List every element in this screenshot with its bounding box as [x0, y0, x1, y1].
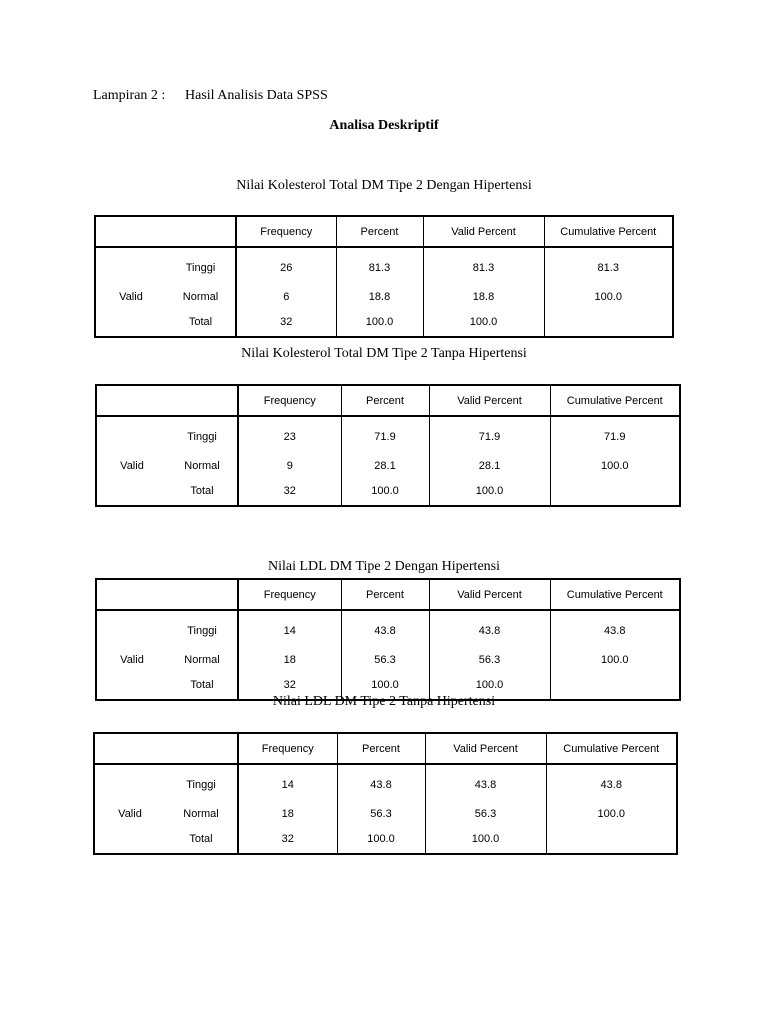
table-row [96, 416, 680, 453]
cell-cumulative-percent: 100.0 [600, 653, 629, 666]
column-header: Valid Percent [429, 385, 550, 416]
cell-frequency: 26 [236, 247, 336, 284]
table-header-row [96, 385, 680, 416]
cell-percent: 56.3 [337, 801, 425, 826]
column-header: Frequency [238, 385, 341, 416]
table-row [94, 826, 677, 854]
appendix-text: Hasil Analisis Data SPSS [185, 88, 328, 103]
row-label: Normal [166, 284, 236, 309]
frequency-table [93, 732, 678, 855]
table-title: Nilai Kolesterol Total DM Tipe 2 Dengan Hipertensi [236, 178, 532, 193]
valid-label: Valid [120, 459, 144, 472]
valid-label: Valid [118, 807, 142, 820]
column-header: Valid Percent [423, 216, 544, 247]
table-row [96, 610, 680, 647]
row-label: Tinggi [166, 247, 236, 284]
cell-valid-percent: 71.9 [429, 416, 550, 453]
cell-percent: 100.0 [336, 309, 423, 337]
cell-percent: 18.8 [336, 284, 423, 309]
table-row [95, 284, 673, 309]
table-header-row [96, 579, 680, 610]
cell-frequency: 6 [236, 284, 336, 309]
cell-percent: 100.0 [341, 672, 429, 700]
table-row [94, 764, 677, 801]
empty-cell [94, 826, 165, 854]
column-header: Cumulative Percent [544, 216, 673, 247]
header-empty-cell [166, 216, 236, 247]
cell-cumulative-percent: 43.8 [600, 779, 622, 791]
valid-label: Valid [119, 290, 143, 303]
cell-percent: 43.8 [337, 764, 425, 801]
cell-frequency: 14 [238, 764, 337, 801]
header-empty-cell [167, 385, 238, 416]
cell-frequency: 18 [238, 801, 337, 826]
table-title: Nilai LDL DM Tipe 2 Dengan Hipertensi [267, 559, 500, 574]
cell-frequency: 32 [238, 672, 341, 700]
cell-percent: 71.9 [341, 416, 429, 453]
empty-cell [94, 764, 165, 801]
column-header: Valid Percent [425, 733, 546, 764]
cell-valid-percent: 43.8 [429, 610, 550, 647]
empty-cell [96, 416, 167, 453]
column-header: Frequency [238, 579, 341, 610]
cell-valid-percent: 100.0 [425, 826, 546, 854]
column-header: Percent [341, 579, 429, 610]
header-empty-cell [96, 579, 167, 610]
empty-cell [96, 478, 167, 506]
cell-percent: 56.3 [341, 647, 429, 672]
table-header-row [95, 216, 673, 247]
table-row [96, 478, 680, 506]
row-label: Normal [165, 801, 238, 826]
cell-cumulative-percent: 43.8 [604, 625, 626, 637]
row-label: Total [165, 826, 238, 854]
frequency-table [94, 215, 674, 338]
cell-cumulative-percent: 100.0 [600, 459, 629, 472]
column-header: Percent [341, 385, 429, 416]
column-header: Cumulative Percent [546, 733, 677, 764]
empty-cell [95, 309, 166, 337]
cell-cumulative-percent: 100.0 [594, 290, 623, 303]
cell-frequency: 14 [238, 610, 341, 647]
cell-cumulative-percent [544, 309, 673, 337]
row-label: Tinggi [167, 416, 238, 453]
row-label: Total [167, 672, 238, 700]
cell-cumulative-percent [550, 478, 680, 506]
document-header [93, 88, 328, 104]
row-label: Total [167, 478, 238, 506]
table-title: Nilai Kolesterol Total DM Tipe 2 Tanpa Hipertensi [241, 346, 527, 361]
page-title: Analisa Deskriptif [329, 118, 439, 133]
cell-valid-percent: 43.8 [425, 764, 546, 801]
cell-valid-percent: 100.0 [423, 309, 544, 337]
header-empty-cell [165, 733, 238, 764]
row-label: Tinggi [167, 610, 238, 647]
table-row [94, 801, 677, 826]
header-empty-cell [94, 733, 165, 764]
cell-frequency: 32 [238, 478, 341, 506]
empty-cell [96, 610, 167, 647]
cell-cumulative-percent [546, 826, 677, 854]
empty-cell [95, 247, 166, 284]
table-row [96, 647, 680, 672]
cell-cumulative-percent: 71.9 [604, 431, 626, 443]
cell-percent: 100.0 [341, 478, 429, 506]
cell-frequency: 18 [238, 647, 341, 672]
column-header: Valid Percent [429, 579, 550, 610]
header-empty-cell [96, 385, 167, 416]
row-label: Tinggi [165, 764, 238, 801]
cell-frequency: 23 [238, 416, 341, 453]
column-header: Cumulative Percent [550, 385, 680, 416]
table-row [96, 453, 680, 478]
cell-percent: 100.0 [337, 826, 425, 854]
column-header: Frequency [236, 216, 336, 247]
row-label: Total [166, 309, 236, 337]
frequency-table [95, 578, 681, 701]
header-empty-cell [167, 579, 238, 610]
column-header: Percent [336, 216, 423, 247]
frequency-table [95, 384, 681, 507]
cell-valid-percent: 18.8 [423, 284, 544, 309]
table-header-row [94, 733, 677, 764]
cell-cumulative-percent: 81.3 [597, 262, 619, 274]
row-label: Normal [167, 647, 238, 672]
cell-valid-percent: 56.3 [425, 801, 546, 826]
table-row [95, 247, 673, 284]
cell-frequency: 32 [236, 309, 336, 337]
cell-percent: 28.1 [341, 453, 429, 478]
cell-valid-percent: 28.1 [429, 453, 550, 478]
cell-percent: 81.3 [336, 247, 423, 284]
header-empty-cell [95, 216, 166, 247]
cell-frequency: 9 [238, 453, 341, 478]
cell-valid-percent: 81.3 [423, 247, 544, 284]
table-title: Nilai LDL DM Tipe 2 Tanpa Hipertensi [272, 694, 496, 709]
cell-percent: 43.8 [341, 610, 429, 647]
column-header: Cumulative Percent [550, 579, 680, 610]
cell-valid-percent: 100.0 [429, 478, 550, 506]
row-label: Normal [167, 453, 238, 478]
cell-frequency: 32 [238, 826, 337, 854]
cell-cumulative-percent: 100.0 [597, 807, 626, 820]
cell-valid-percent: 100.0 [429, 672, 550, 700]
cell-valid-percent: 56.3 [429, 647, 550, 672]
table-row [95, 309, 673, 337]
valid-label: Valid [120, 653, 144, 666]
column-header: Frequency [238, 733, 337, 764]
appendix-label: Lampiran 2 : [93, 88, 166, 103]
column-header: Percent [337, 733, 425, 764]
